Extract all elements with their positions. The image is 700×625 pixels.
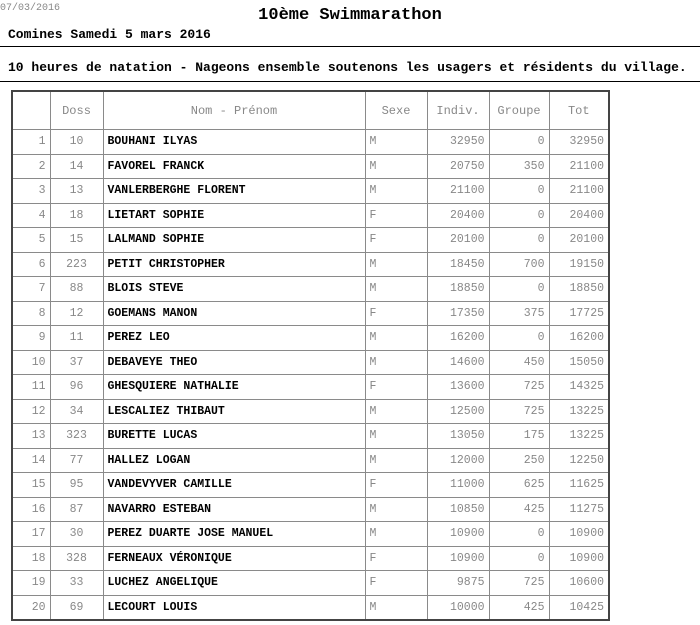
col-header-groupe: Groupe [489, 91, 549, 130]
cell-doss: 14 [50, 154, 103, 179]
table-row [12, 595, 609, 620]
cell-rank: 18 [12, 546, 50, 571]
cell-rank: 10 [12, 350, 50, 375]
cell-doss: 223 [50, 252, 103, 277]
cell-sexe: M [365, 154, 427, 179]
cell-doss: 95 [50, 473, 103, 498]
cell-sexe: F [365, 301, 427, 326]
print-date: 07/03/2016 [0, 3, 61, 14]
cell-groupe: 0 [489, 179, 549, 204]
event-description: 10 heures de natation - Nageons ensemble soutenons les usagers et résidents du village. [8, 60, 687, 75]
cell-tot: 10425 [549, 595, 609, 620]
cell-rank: 15 [12, 473, 50, 498]
cell-sexe: M [365, 350, 427, 375]
cell-groupe: 0 [489, 546, 549, 571]
cell-rank: 11 [12, 375, 50, 400]
cell-tot: 16200 [549, 326, 609, 351]
cell-name: GHESQUIERE NATHALIE [103, 375, 365, 400]
table-row [12, 179, 609, 204]
cell-sexe: F [365, 375, 427, 400]
col-header-indiv: Indiv. [427, 91, 489, 130]
table-row [12, 228, 609, 253]
cell-tot: 21100 [549, 179, 609, 204]
table-row [12, 301, 609, 326]
cell-name: LIETART SOPHIE [103, 203, 365, 228]
cell-indiv: 20750 [427, 154, 489, 179]
cell-rank: 8 [12, 301, 50, 326]
cell-doss: 12 [50, 301, 103, 326]
cell-doss: 69 [50, 595, 103, 620]
cell-name: PETIT CHRISTOPHER [103, 252, 365, 277]
table-row [12, 522, 609, 547]
cell-indiv: 14600 [427, 350, 489, 375]
cell-tot: 13225 [549, 399, 609, 424]
cell-name: NAVARRO ESTEBAN [103, 497, 365, 522]
table-row [12, 546, 609, 571]
cell-sexe: M [365, 595, 427, 620]
cell-indiv: 12000 [427, 448, 489, 473]
cell-doss: 15 [50, 228, 103, 253]
cell-groupe: 375 [489, 301, 549, 326]
cell-tot: 11275 [549, 497, 609, 522]
cell-tot: 19150 [549, 252, 609, 277]
cell-sexe: F [365, 473, 427, 498]
cell-doss: 13 [50, 179, 103, 204]
cell-indiv: 18850 [427, 277, 489, 302]
cell-rank: 7 [12, 277, 50, 302]
cell-indiv: 13050 [427, 424, 489, 449]
cell-indiv: 10900 [427, 522, 489, 547]
cell-groupe: 725 [489, 375, 549, 400]
cell-groupe: 0 [489, 228, 549, 253]
cell-indiv: 10900 [427, 546, 489, 571]
cell-groupe: 700 [489, 252, 549, 277]
cell-doss: 87 [50, 497, 103, 522]
cell-indiv: 17350 [427, 301, 489, 326]
event-subtitle: Comines Samedi 5 mars 2016 [8, 27, 211, 42]
cell-name: GOEMANS MANON [103, 301, 365, 326]
cell-doss: 30 [50, 522, 103, 547]
cell-doss: 33 [50, 571, 103, 596]
cell-groupe: 0 [489, 522, 549, 547]
cell-rank: 12 [12, 399, 50, 424]
cell-indiv: 12500 [427, 399, 489, 424]
cell-indiv: 16200 [427, 326, 489, 351]
cell-groupe: 425 [489, 497, 549, 522]
cell-name: BURETTE LUCAS [103, 424, 365, 449]
cell-doss: 88 [50, 277, 103, 302]
cell-groupe: 350 [489, 154, 549, 179]
cell-rank: 2 [12, 154, 50, 179]
table-row [12, 350, 609, 375]
cell-tot: 20400 [549, 203, 609, 228]
cell-tot: 10900 [549, 546, 609, 571]
table-row [12, 277, 609, 302]
cell-name: LALMAND SOPHIE [103, 228, 365, 253]
cell-tot: 32950 [549, 130, 609, 155]
col-header-doss: Doss [50, 91, 103, 130]
table-row [12, 130, 609, 155]
results-table [11, 90, 610, 621]
table-row [12, 203, 609, 228]
cell-sexe: M [365, 448, 427, 473]
cell-doss: 323 [50, 424, 103, 449]
cell-doss: 37 [50, 350, 103, 375]
cell-name: HALLEZ LOGAN [103, 448, 365, 473]
cell-sexe: F [365, 546, 427, 571]
cell-rank: 16 [12, 497, 50, 522]
cell-doss: 328 [50, 546, 103, 571]
cell-sexe: M [365, 497, 427, 522]
cell-sexe: M [365, 179, 427, 204]
cell-sexe: M [365, 130, 427, 155]
col-header-name: Nom - Prénom [103, 91, 365, 130]
cell-name: PEREZ DUARTE JOSE MANUEL [103, 522, 365, 547]
cell-name: FERNEAUX VÉRONIQUE [103, 546, 365, 571]
cell-groupe: 0 [489, 277, 549, 302]
cell-doss: 77 [50, 448, 103, 473]
table-row [12, 326, 609, 351]
page-title: 10ème Swimmarathon [258, 6, 442, 25]
cell-name: PEREZ LEO [103, 326, 365, 351]
cell-rank: 5 [12, 228, 50, 253]
cell-sexe: F [365, 571, 427, 596]
cell-sexe: M [365, 399, 427, 424]
cell-rank: 17 [12, 522, 50, 547]
cell-sexe: M [365, 424, 427, 449]
cell-indiv: 21100 [427, 179, 489, 204]
cell-groupe: 0 [489, 326, 549, 351]
table-row [12, 473, 609, 498]
table-row [12, 399, 609, 424]
cell-groupe: 450 [489, 350, 549, 375]
cell-rank: 1 [12, 130, 50, 155]
divider-bottom [0, 81, 700, 82]
cell-rank: 14 [12, 448, 50, 473]
cell-groupe: 175 [489, 424, 549, 449]
cell-tot: 11625 [549, 473, 609, 498]
cell-indiv: 10000 [427, 595, 489, 620]
cell-indiv: 10850 [427, 497, 489, 522]
cell-tot: 17725 [549, 301, 609, 326]
table-row [12, 448, 609, 473]
cell-rank: 3 [12, 179, 50, 204]
cell-name: FAVOREL FRANCK [103, 154, 365, 179]
cell-sexe: M [365, 326, 427, 351]
table-row [12, 424, 609, 449]
cell-groupe: 425 [489, 595, 549, 620]
cell-doss: 11 [50, 326, 103, 351]
cell-doss: 18 [50, 203, 103, 228]
cell-groupe: 725 [489, 571, 549, 596]
cell-sexe: M [365, 277, 427, 302]
cell-name: BLOIS STEVE [103, 277, 365, 302]
cell-groupe: 250 [489, 448, 549, 473]
cell-sexe: M [365, 252, 427, 277]
cell-rank: 9 [12, 326, 50, 351]
cell-tot: 21100 [549, 154, 609, 179]
cell-groupe: 0 [489, 130, 549, 155]
cell-groupe: 625 [489, 473, 549, 498]
cell-sexe: F [365, 228, 427, 253]
cell-rank: 4 [12, 203, 50, 228]
cell-tot: 10600 [549, 571, 609, 596]
cell-name: LUCHEZ ANGELIQUE [103, 571, 365, 596]
cell-indiv: 32950 [427, 130, 489, 155]
cell-name: DEBAVEYE THEO [103, 350, 365, 375]
cell-name: VANLERBERGHE FLORENT [103, 179, 365, 204]
cell-name: LECOURT LOUIS [103, 595, 365, 620]
divider-top [0, 46, 700, 47]
cell-doss: 10 [50, 130, 103, 155]
cell-tot: 13225 [549, 424, 609, 449]
cell-indiv: 18450 [427, 252, 489, 277]
cell-name: BOUHANI ILYAS [103, 130, 365, 155]
table-row [12, 571, 609, 596]
cell-tot: 15050 [549, 350, 609, 375]
cell-name: LESCALIEZ THIBAUT [103, 399, 365, 424]
cell-indiv: 13600 [427, 375, 489, 400]
cell-tot: 20100 [549, 228, 609, 253]
cell-indiv: 20100 [427, 228, 489, 253]
cell-rank: 19 [12, 571, 50, 596]
cell-indiv: 20400 [427, 203, 489, 228]
table-header-row [12, 91, 609, 130]
col-header-sexe: Sexe [365, 91, 427, 130]
col-header-rank [12, 91, 50, 130]
col-header-tot: Tot [549, 91, 609, 130]
cell-doss: 34 [50, 399, 103, 424]
cell-rank: 13 [12, 424, 50, 449]
cell-sexe: F [365, 203, 427, 228]
table-row [12, 375, 609, 400]
cell-tot: 12250 [549, 448, 609, 473]
cell-indiv: 9875 [427, 571, 489, 596]
cell-groupe: 0 [489, 203, 549, 228]
cell-groupe: 725 [489, 399, 549, 424]
cell-sexe: M [365, 522, 427, 547]
table-row [12, 497, 609, 522]
cell-rank: 20 [12, 595, 50, 620]
table-row [12, 154, 609, 179]
cell-tot: 18850 [549, 277, 609, 302]
cell-indiv: 11000 [427, 473, 489, 498]
cell-rank: 6 [12, 252, 50, 277]
table-row [12, 252, 609, 277]
cell-tot: 14325 [549, 375, 609, 400]
cell-tot: 10900 [549, 522, 609, 547]
cell-doss: 96 [50, 375, 103, 400]
cell-name: VANDEVYVER CAMILLE [103, 473, 365, 498]
